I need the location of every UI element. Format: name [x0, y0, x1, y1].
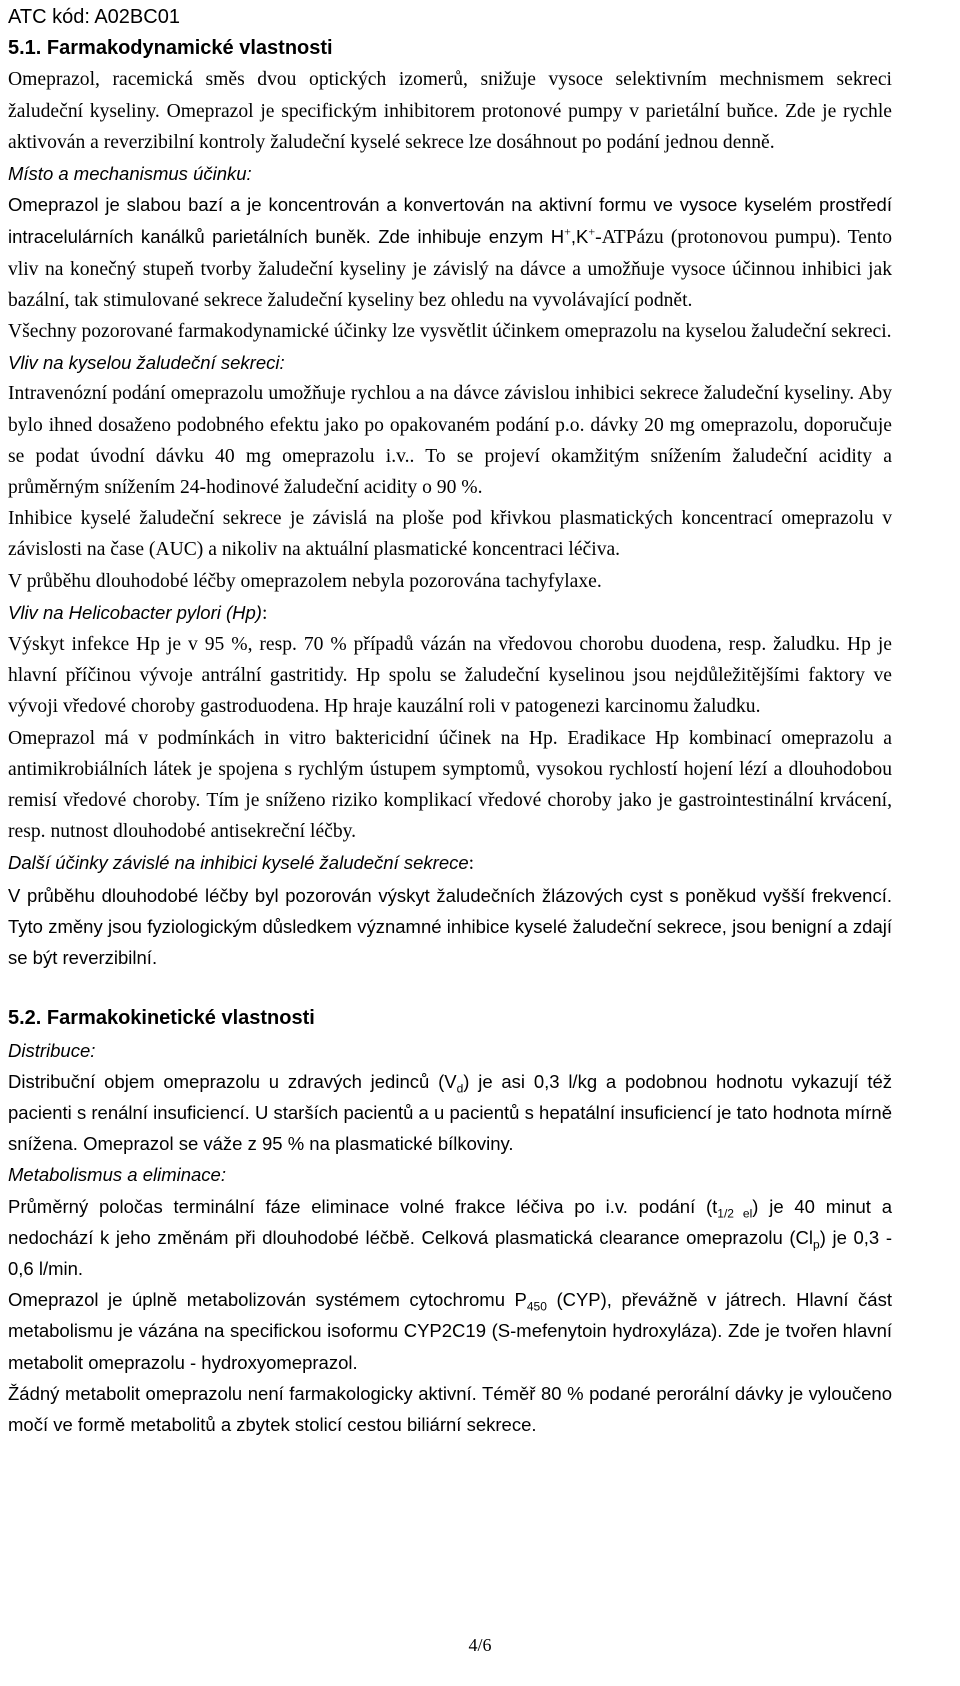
subheading-acid: Vliv na kyselou žaludeční sekreci:	[8, 352, 285, 374]
subheading-hp-line	[8, 597, 892, 629]
paragraph-metabolism-b	[8, 1284, 892, 1378]
mechanism-text-b: ,K	[570, 226, 589, 248]
paragraph-acid-b: Inhibice kyselé žaludeční sekrece je závislá na ploše pod křivkou plasmatických koncentrací omeprazolu v závislosti na čase (AUC) a nikoliv na aktuální plasmatické koncentraci léčiva.	[8, 508, 892, 561]
subheading-distribution: Distribuce:	[8, 1039, 96, 1061]
metab-sub-1: 1/2 el	[717, 1206, 753, 1221]
document-body	[8, 2, 892, 1440]
section-heading-5-1: 5.1. Farmakodynamické vlastnosti	[8, 37, 333, 60]
paragraph-metabolism-c: Žádný metabolit omeprazolu není farmakologicky aktivní. Téměř 80 % podané perorální dávky je vyloučeno močí ve formě metabolitů a zbytek stolicí cestou biliární sekrece.	[8, 1382, 892, 1435]
mechanism-text-c: -ATPázu (protonovou pumpu). Tento vliv na konečný stupeň tvorby žaludeční kyseliny je závislý na dávce a umožňuje vysoce účinnou inhibici jak bazální, tak stimulované sekrece žaludeční kyseliny bez ohledu na vyvolávající podnět.	[8, 227, 892, 311]
paragraph-hp-a: Výskyt infekce Hp je v 95 %, resp. 70 % případů vázán na vředovou chorobu duodena, resp. žaludku. Hp je hlavní příčinou vývoje antrální gastritidy. Hp spolu se žaludeční kyselinou jsou nejdůležitějšími faktory ve vývoji vředové choroby gastroduodena. Hp hraje kauzální roli v patogenezi karcinomu žaludku.	[8, 634, 892, 718]
paragraph-distribution	[8, 1066, 892, 1160]
section-gap	[8, 973, 892, 1003]
subheading-metabolism: Metabolismus a eliminace:	[8, 1164, 226, 1186]
atc-code: ATC kód: A02BC01	[8, 6, 180, 28]
subheading-other-colon: :	[468, 853, 475, 875]
subheading-hp-colon: :	[261, 602, 268, 624]
metab-sub-3: 450	[526, 1299, 547, 1314]
metab-text-b: ) je 40 minut a nedochází k jeho změnám při dlouhodobé léčbě. Celková plasmatická clearance omeprazolu (Cl	[8, 1195, 892, 1248]
page-number: 4/6	[468, 1635, 492, 1655]
subheading-other: Další účinky závislé na inhibici kyselé žaludeční sekrece	[8, 852, 469, 874]
paragraph-intro: Omeprazol, racemická směs dvou optických izomerů, snižuje vysoce selektivním mechnismem sekreci žaludeční kyseliny. Omeprazol je specifickým inhibitorem protonové pumpy v parietální buňce. Zde je rychle aktivován a reverzibilní kontroly žaludeční kyselé sekrece lze dosáhnout po podání jednou denně.	[8, 69, 892, 153]
section-heading-5-2: 5.2. Farmakokinetické vlastnosti	[8, 1007, 315, 1030]
paragraph-mechanism	[8, 189, 892, 316]
metab-text-d: Omeprazol je úplně metabolizován systémem cytochromu P	[8, 1289, 527, 1311]
paragraph-mechanism-summary: Všechny pozorované farmakodynamické účinky lze vysvětlit účinkem omeprazolu na kyselou žaludeční sekreci.	[8, 321, 892, 343]
metab-text-c: ) je 0,3 - 0,6 l/min.	[8, 1226, 893, 1279]
subheading-hp: Vliv na Helicobacter pylori (Hp)	[8, 601, 262, 623]
paragraph-hp-b: Omeprazol má v podmínkách in vitro baktericidní účinek na Hp. Eradikace Hp kombinací omeprazolu a antimikrobiálních látek je spojena s rychlým ústupem symptomů, vysokou rychlostí hojení lézí a dlouhodobou remisí vředové choroby. Tím je sníženo riziko komplikací vředové choroby jako je gastrointestinální krvácení, resp. nutnost dlouhodobé antisekreční léčby.	[8, 727, 892, 843]
mechanism-sup-1: +	[564, 224, 571, 239]
paragraph-metabolism-a	[8, 1191, 892, 1285]
paragraph-other: V průběhu dlouhodobé léčby byl pozorován výskyt žaludečních žlázových cyst s poněkud vyšší frekvencí. Tyto změny jsou fyziologickým důsledkem významné inhibice kyselé žaludeční sekrece, jsou benigní a zdají se být reverzibilní.	[8, 884, 892, 969]
dist-text-a: Distribuční objem omeprazolu u zdravých jedinců (V	[8, 1070, 457, 1092]
subheading-other-line	[8, 847, 892, 879]
mechanism-text-a: Omeprazol je slabou bazí a je koncentrován a konvertován na aktivní formu ve vysoce kyselém prostředí intracelulárních kanálků parietálních buněk. Zde inhibuje enzym H	[8, 194, 892, 248]
metab-sub-2: p	[813, 1237, 820, 1252]
dist-text-b: ) je asi 0,3 l/kg a podobnou hodnotu vykazují též pacienti s renální insuficiencí. U starších pacientů a u pacientů s hepatální insuficiencí je tato hodnota mírně snížena. Omeprazol se váže z 95 % na plasmatické bílkoviny.	[8, 1070, 892, 1155]
metab-text-e: (CYP), převážně v játrech. Hlavní část metabolismu je vázána na specifickou isoformu CYP2C19 (S-mefenytoin hydroxyláza). Zde je tvořen hlavní metabolit omeprazolu - hydroxyomeprazol.	[8, 1289, 892, 1373]
paragraph-acid-c: V průběhu dlouhodobé léčby omeprazolem nebyla pozorována tachyfylaxe.	[8, 570, 602, 592]
metab-text-a: Průměrný poločas terminální fáze eliminace volné frakce léčiva po i.v. podání (t	[8, 1195, 718, 1217]
paragraph-acid-a: Intravenózní podání omeprazolu umožňuje rychlou a na dávce závislou inhibici sekrece žaludeční kyseliny. Aby bylo ihned dosaženo podobného efektu jako po opakovaném podání p.o. dávky 20 mg omeprazolu, doporučuje se podat úvodní dávku 40 mg omeprazolu i.v.. To se projeví okamžitým snížením žaludeční acidity a průměrným snížením 24-hodinové žaludeční acidity o 90 %.	[8, 383, 892, 499]
subheading-mechanism: Místo a mechanismus účinku:	[8, 163, 252, 185]
dist-sub: d	[456, 1081, 464, 1096]
mechanism-sup-2: +	[588, 224, 596, 239]
